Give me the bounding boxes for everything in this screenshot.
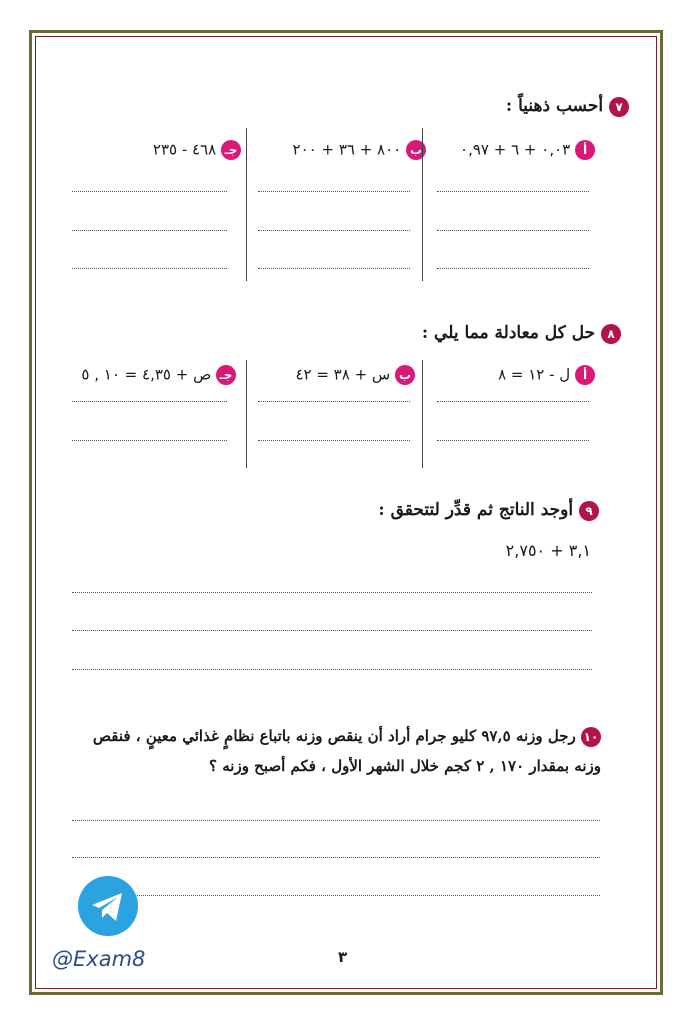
q7-b-line-1 xyxy=(258,191,410,192)
q9-line-3 xyxy=(72,669,592,670)
question-7-title: أحسب ذهنياً : xyxy=(505,96,604,116)
question-8-title: حل كل معادلة مما يلي : xyxy=(421,323,596,343)
question-9-heading xyxy=(378,500,599,521)
q7-a-line-2 xyxy=(437,230,589,231)
page-number: ٣ xyxy=(338,948,348,966)
q8-item-c-label: جـ xyxy=(216,365,236,385)
q9-expression: ٣,١ + ٢,٧٥٠ xyxy=(505,541,591,560)
q7-a-line-1 xyxy=(437,191,589,192)
q7-b-line-3 xyxy=(258,268,410,269)
q9-line-2 xyxy=(72,630,592,631)
q7-divider-2 xyxy=(246,128,247,281)
q7-item-c-label: جـ xyxy=(221,140,241,160)
q8-item-a xyxy=(498,365,595,385)
q7-item-c xyxy=(153,140,241,160)
q8-divider-2 xyxy=(246,360,247,468)
q8-item-b xyxy=(295,365,415,385)
question-10-text xyxy=(61,721,601,781)
q10-line-3 xyxy=(132,895,600,896)
q7-item-a xyxy=(460,140,595,160)
channel-handle: @Exam8 xyxy=(52,947,146,971)
q8-c-line-2 xyxy=(72,440,227,441)
question-8-number: ٨ xyxy=(601,324,621,344)
q7-c-line-1 xyxy=(72,191,227,192)
q8-b-line-2 xyxy=(258,440,410,441)
question-10-number: ١٠ xyxy=(581,727,601,747)
q8-item-b-expr: س + ٣٨ = ٤٢ xyxy=(295,365,391,384)
q8-a-line-1 xyxy=(437,401,589,402)
q7-item-a-label: أ xyxy=(575,140,595,160)
q7-item-a-expr: ٠,٠٣ + ٦ + ٠,٩٧ xyxy=(460,140,571,159)
q8-c-line-1 xyxy=(72,401,227,402)
q8-item-a-label: أ xyxy=(575,365,595,385)
telegram-icon[interactable] xyxy=(78,876,138,936)
q7-a-line-3 xyxy=(437,268,589,269)
q8-divider-1 xyxy=(422,360,423,468)
q7-divider-1 xyxy=(422,128,423,281)
q7-c-line-3 xyxy=(72,268,227,269)
q10-line-1 xyxy=(72,820,600,821)
q9-line-1 xyxy=(72,592,592,593)
q7-item-b xyxy=(293,140,426,160)
q7-b-line-2 xyxy=(258,230,410,231)
q8-item-c xyxy=(81,365,236,385)
q8-item-b-label: ب xyxy=(395,365,415,385)
q7-item-c-expr: ٤٦٨ - ٢٣٥ xyxy=(152,140,217,159)
q7-item-b-label: ب xyxy=(406,140,426,160)
q8-b-line-1 xyxy=(258,401,410,402)
q10-line-2 xyxy=(72,857,600,858)
q8-item-c-expr: ص + ٤,٣٥ = ١٠ , ٥ xyxy=(81,365,212,384)
q8-item-a-expr: ل - ١٢ = ٨ xyxy=(498,365,571,384)
question-7-number: ٧ xyxy=(609,97,629,117)
question-7-heading xyxy=(506,96,629,117)
telegram-plane-glyph xyxy=(78,876,138,936)
q7-item-b-expr: ٨٠٠ + ٣٦ + ٢٠٠ xyxy=(292,140,402,159)
question-9-number: ٩ xyxy=(579,501,599,521)
question-9-title: أوجد الناتج ثم قدِّر لتتحقق : xyxy=(378,500,574,520)
question-10-line-2: وزنه بمقدار ١٧٠ , ٢ كجم خلال الشهر الأول ، فكم أصبح وزنه ؟ xyxy=(209,757,601,775)
question-8-heading xyxy=(422,323,621,344)
q8-a-line-2 xyxy=(437,440,589,441)
question-10-line-1: ١٠ رجل وزنه ٩٧,٥ كليو جرام أراد أن ينقص وزنه باتباع نظامٍ غذائي معينٍ ، فنقص xyxy=(61,721,601,751)
q7-c-line-2 xyxy=(72,230,227,231)
